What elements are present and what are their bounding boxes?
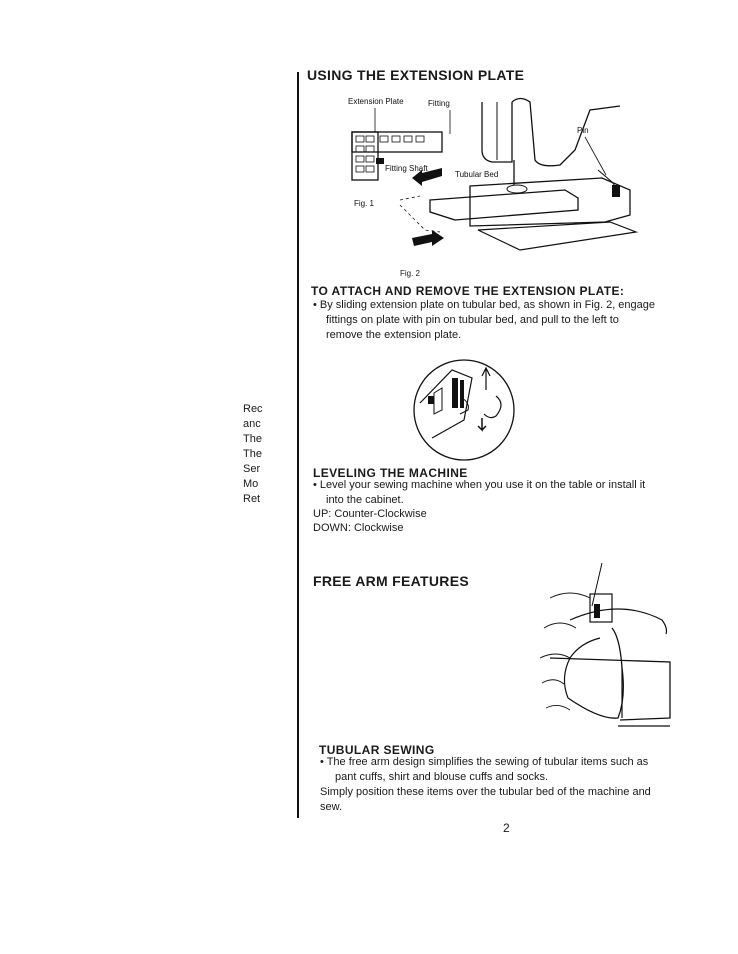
attach-line: • By sliding extension plate on tubular bed, as shown in Fig. 2, engage: [313, 299, 656, 311]
left-fragment: Mo: [243, 478, 259, 490]
tubular-line: sew.: [320, 801, 343, 813]
label-fig1: Fig. 1: [354, 199, 375, 208]
label-fitting-shaft: Fitting Shaft: [385, 164, 428, 173]
leveling-line: into the cabinet.: [326, 494, 404, 506]
label-tubular-bed: Tubular Bed: [455, 170, 499, 179]
leveling-down: DOWN: Clockwise: [313, 522, 404, 534]
tubular-line: Simply position these items over the tubular bed of the machine and: [320, 786, 651, 798]
leveling-up: UP: Counter-Clockwise: [313, 508, 427, 520]
left-fragment: anc: [243, 418, 261, 430]
leveling-line: • Level your sewing machine when you use it on the table or install it: [313, 479, 646, 491]
page-number: 2: [503, 821, 510, 835]
heading-leveling: LEVELING THE MACHINE: [313, 466, 468, 480]
label-pin: Pin: [577, 126, 589, 135]
heading-attach: TO ATTACH AND REMOVE THE EXTENSION PLATE:: [311, 284, 625, 298]
heading-extension-plate: USING THE EXTENSION PLATE: [307, 67, 525, 83]
label-fitting: Fitting: [428, 99, 450, 108]
tubular-line: • The free arm design simplifies the sewing of tubular items such as: [320, 756, 649, 768]
attach-line: fittings on plate with pin on tubular bed, and pull to the left to: [326, 314, 619, 326]
leveling-illustration: [412, 358, 522, 468]
left-fragment: The: [243, 433, 262, 445]
label-extension-plate: Extension Plate: [348, 97, 404, 106]
left-fragment: The: [243, 448, 262, 460]
left-fragment: Rec: [243, 403, 263, 415]
heading-free-arm: FREE ARM FEATURES: [313, 573, 469, 589]
heading-tubular: TUBULAR SEWING: [319, 743, 435, 757]
left-fragment: Ser: [243, 463, 261, 475]
tubular-line: pant cuffs, shirt and blouse cuffs and socks.: [335, 771, 548, 783]
free-arm-illustration: [530, 558, 680, 743]
left-fragment: Ret: [243, 493, 261, 505]
label-fig2: Fig. 2: [400, 269, 421, 278]
attach-line: remove the extension plate.: [326, 329, 462, 341]
